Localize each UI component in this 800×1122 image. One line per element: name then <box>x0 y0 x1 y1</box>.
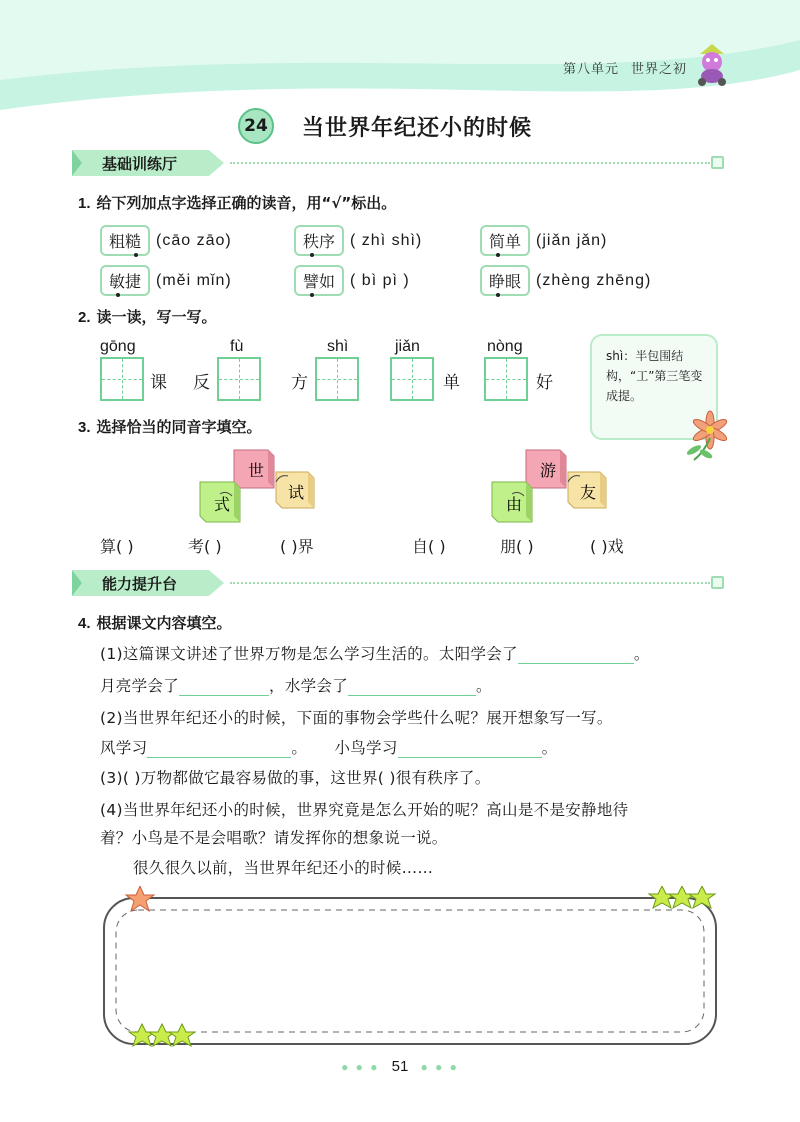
question-3-title <box>78 416 262 437</box>
divider-end-square <box>711 156 724 169</box>
dotted-divider <box>230 162 710 164</box>
emphasis-dot <box>496 253 500 257</box>
cube-char: 游 <box>540 461 557 480</box>
fill-blank[interactable]: ( )界 <box>280 537 314 556</box>
pinyin-label: fù <box>230 338 244 355</box>
unit-title: 世界之初 <box>631 62 688 77</box>
header-band <box>0 0 800 110</box>
fill-blank[interactable]: 朋( ) <box>500 537 534 556</box>
section-basic-label: 基础训练厅 <box>102 155 178 173</box>
word-box: 秩序 <box>294 225 344 256</box>
section-advanced-label: 能力提升台 <box>102 575 178 593</box>
hint-card: shì：半包围结构，“工”第三笔变成提。 <box>590 334 718 440</box>
fill-blank[interactable]: ( )戏 <box>590 537 624 556</box>
lesson-number: 24 <box>238 108 274 144</box>
lesson-title <box>238 108 532 144</box>
question-number: 1. <box>78 195 91 212</box>
writing-grid-box[interactable] <box>315 357 359 401</box>
q4-line: (2)当世界年纪还小的时候，下面的事物会学些什么呢？展开想象写一写。 <box>100 709 613 727</box>
answer-blank[interactable] <box>348 678 476 696</box>
question-text: 给下列加点字选择正确的读音，用“√”标出。 <box>96 194 397 212</box>
dots-decoration: ● ● ● <box>420 1060 459 1074</box>
q4-line[interactable]: (3)( )万物都做它最容易做的事，这世界( )很有秩序了。 <box>100 769 491 787</box>
answer-blank[interactable] <box>398 740 542 758</box>
char-cubes-right <box>488 446 618 526</box>
dots-decoration: ● ● ● <box>341 1060 380 1074</box>
pinyin-label: gōng <box>100 338 136 355</box>
cube-char: 试 <box>288 483 305 502</box>
cube-char: 世 <box>248 461 265 480</box>
question-number: 3. <box>78 419 91 436</box>
unit-number: 第八单元 <box>563 62 620 77</box>
word-box: 简单 <box>480 225 530 256</box>
q4-line: (1)这篇课文讲述了世界万物是怎么学习生活的。太阳学会了 。 <box>100 645 650 663</box>
answer-blank[interactable] <box>147 740 291 758</box>
question-1-title <box>78 192 396 213</box>
page-number <box>0 1058 800 1075</box>
unit-label <box>563 58 687 77</box>
pinyin-options[interactable]: ( zhì shì) <box>350 231 423 249</box>
emphasis-dot <box>310 253 314 257</box>
star-icon <box>649 886 715 908</box>
q1-item[interactable] <box>480 265 651 296</box>
fill-blank[interactable]: 算( ) <box>100 537 134 556</box>
word-box: 敏捷 <box>100 265 150 296</box>
star-icon <box>129 1024 195 1046</box>
word-box: 粗糙 <box>100 225 150 256</box>
question-number: 2. <box>78 309 91 326</box>
cube-char: 由 <box>506 495 523 514</box>
question-number: 4. <box>78 615 91 632</box>
pinyin-options[interactable]: (jiǎn jǎn) <box>536 231 608 249</box>
pinyin-options[interactable]: ( bì pì ) <box>350 271 410 289</box>
given-char: 好 <box>536 373 553 393</box>
emphasis-dot <box>116 293 120 297</box>
fill-blank[interactable]: 自( ) <box>412 537 446 556</box>
q4-line: 月亮学会了 ，水学会了 。 <box>100 677 492 695</box>
question-4-title <box>78 612 232 633</box>
section-basic-header <box>72 150 724 176</box>
flower-icon <box>680 408 730 464</box>
pinyin-options[interactable]: (zhèng zhēng) <box>536 271 652 289</box>
q4-line: 风学习 。 小鸟学习 。 <box>100 739 558 757</box>
lesson-name: 当世界年纪还小的时候 <box>302 115 533 141</box>
page-number-text: 51 <box>391 1058 409 1075</box>
answer-blank[interactable] <box>518 646 634 664</box>
writing-grid-box[interactable] <box>390 357 434 401</box>
word-box: 譬如 <box>294 265 344 296</box>
writing-grid-box[interactable] <box>217 357 261 401</box>
given-char: 课 <box>150 373 167 393</box>
q1-item[interactable] <box>480 225 607 256</box>
answer-blank[interactable] <box>179 678 269 696</box>
q4-line: 着？小鸟是不是会唱歌？请发挥你的想象说一说。 <box>100 829 448 847</box>
pinyin-options[interactable]: (cāo zāo) <box>156 231 232 249</box>
cube-char: 式 <box>214 495 231 514</box>
given-char: 反 <box>193 373 210 393</box>
word-box: 睁眼 <box>480 265 530 296</box>
given-char: 方 <box>291 373 308 393</box>
question-text: 读一读，写一写。 <box>96 308 217 326</box>
emphasis-dot <box>496 293 500 297</box>
star-icon <box>126 886 154 911</box>
q1-item[interactable] <box>100 225 232 256</box>
cube-char: 友 <box>580 483 597 502</box>
pinyin-label: nòng <box>487 338 523 355</box>
mascot-icon <box>694 42 730 86</box>
q4-line: (4)当世界年纪还小的时候，世界究竟是怎么开始的呢？高山是不是安静地待 <box>100 801 629 819</box>
q1-item[interactable] <box>100 265 232 296</box>
divider-end-square <box>711 576 724 589</box>
writing-grid-box[interactable] <box>100 357 144 401</box>
writing-grid-box[interactable] <box>484 357 528 401</box>
question-text: 根据课文内容填空。 <box>96 614 232 632</box>
fill-blank[interactable]: 考( ) <box>188 537 222 556</box>
q1-item[interactable] <box>294 265 410 296</box>
pinyin-label: shì <box>327 338 349 355</box>
question-text: 选择恰当的同音字填空。 <box>96 418 262 436</box>
emphasis-dot <box>310 293 314 297</box>
dotted-divider <box>230 582 710 584</box>
pinyin-label: jiǎn <box>395 338 420 355</box>
emphasis-dot <box>134 253 138 257</box>
q4-prompt: 很久很久以前，当世界年纪还小的时候…… <box>133 859 434 877</box>
writing-area[interactable] <box>100 886 722 1050</box>
q1-item[interactable] <box>294 225 422 256</box>
pinyin-options[interactable]: (měi mǐn) <box>156 271 232 289</box>
given-char: 单 <box>443 373 460 393</box>
question-2-title <box>78 306 217 327</box>
char-cubes-left <box>196 446 326 526</box>
section-advanced-header <box>72 570 724 596</box>
